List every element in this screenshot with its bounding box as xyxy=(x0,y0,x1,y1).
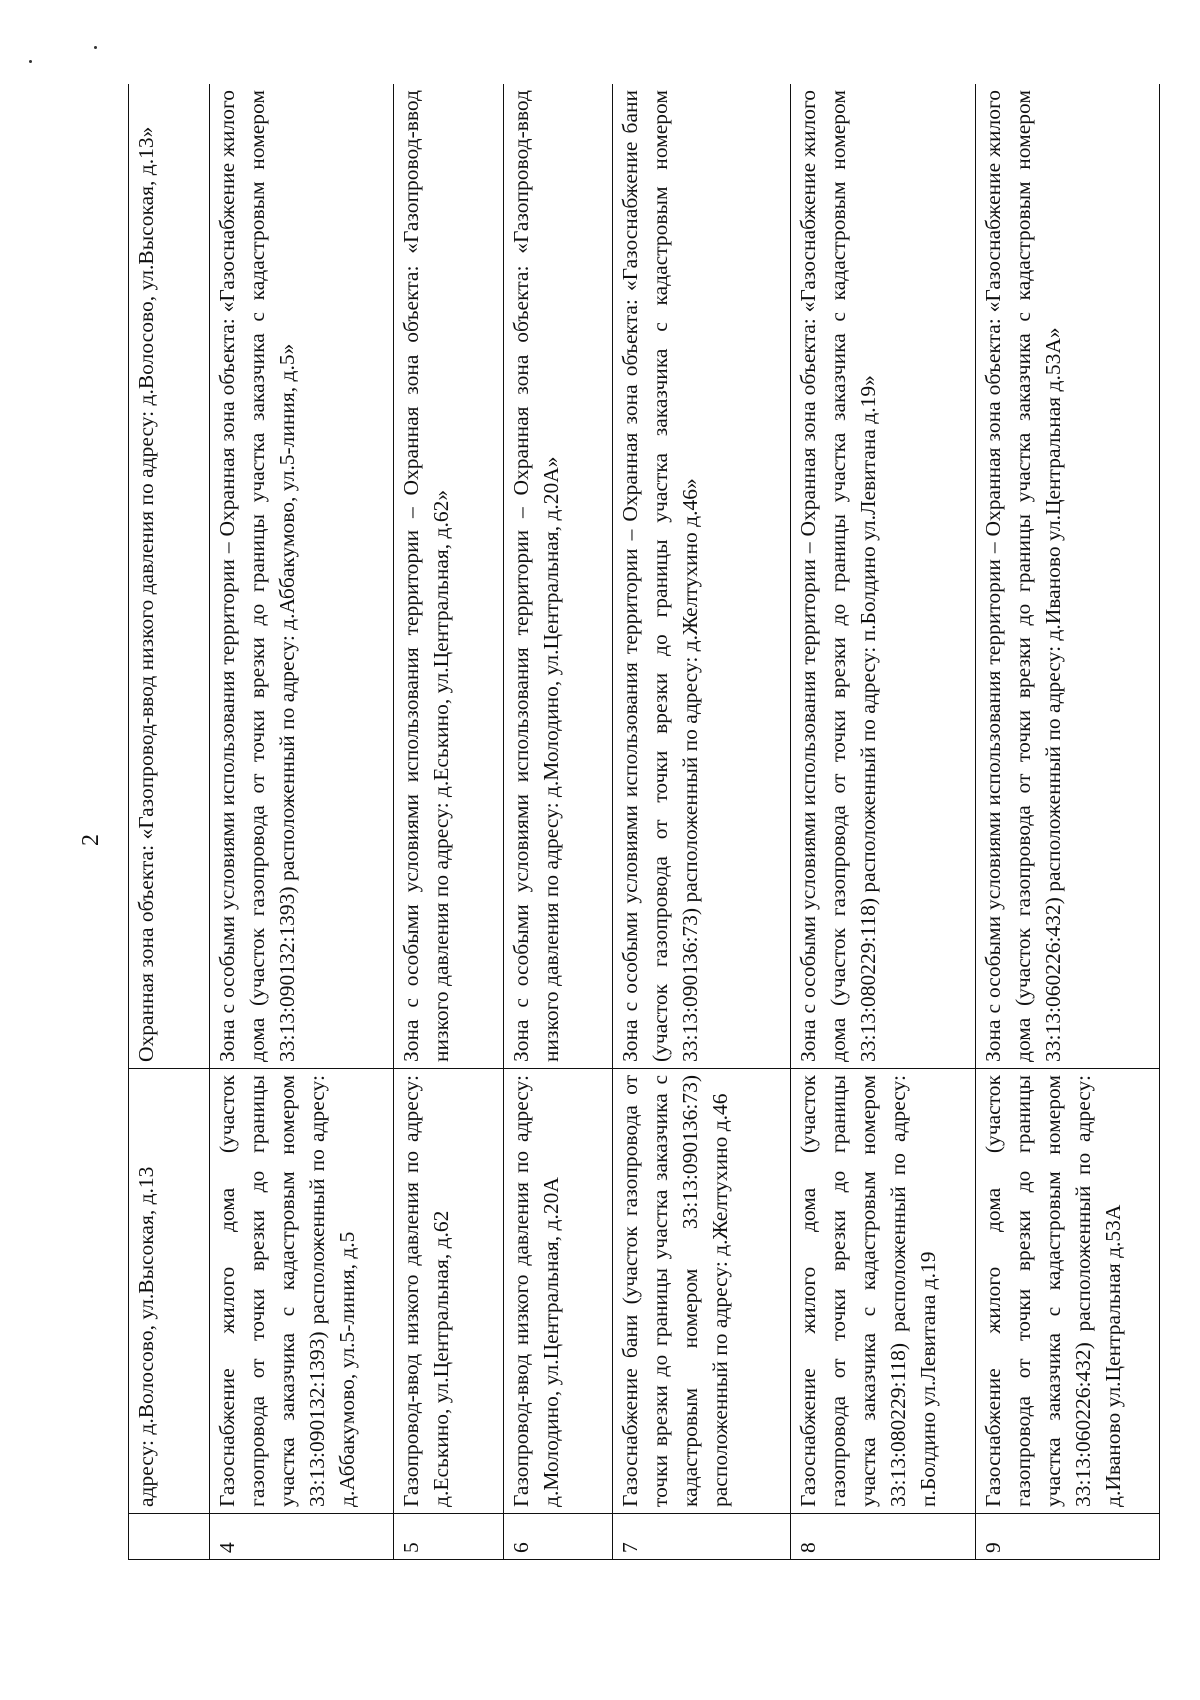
row-number: 8 xyxy=(791,1514,975,1560)
row-number: 6 xyxy=(503,1514,612,1560)
row-number: 7 xyxy=(612,1514,790,1560)
table-row xyxy=(129,84,210,1560)
table-row xyxy=(612,84,790,1560)
rotated-page-region xyxy=(128,84,1160,1560)
zone-description-cell: Зона с особыми условиями использования территории – Охранная зона объекта: «Газопровод-ввод низкого давления по адресу: д.Еськино, ул.Центральная, д.62» xyxy=(394,84,503,1069)
zone-description-cell: Зона с особыми условиями использования территории – Охранная зона объекта: «Газоснабжение жилого дома (участок газопровода от точки врезки до границы участка заказчика с кадастровым номером 33:13:080229:118) расположенный по адресу: п.Болдино ул.Левитана д.19» xyxy=(791,84,975,1069)
row-number: 4 xyxy=(209,1514,393,1560)
object-name-cell: адресу: д.Волосово, ул.Высокая, д.13 xyxy=(129,1069,210,1514)
table-row xyxy=(791,84,975,1560)
object-name-cell: Газоснабжение бани (участок газопровода от точки врезки до границы участка заказчика с кадастровым номером 33:13:090136:73) расположенный по адресу: д.Желтухино д.46 xyxy=(612,1069,790,1514)
object-name-cell: Газоснабжение жилого дома (участок газопровода от точки врезки до границы участка заказчика с кадастровым номером 33:13:090132:1393) расположенный по адресу: д.Аббакумово, ул.5-линия, д.5 xyxy=(209,1069,393,1514)
zone-description-cell: Зона с особыми условиями использования территории – Охранная зона объекта: «Газопровод-ввод низкого давления по адресу: д.Молодино, ул.Центральная, д.20А» xyxy=(503,84,612,1069)
page-number: 2 xyxy=(78,834,104,846)
object-name-cell: Газопровод-ввод низкого давления по адресу: д.Еськино, ул.Центральная, д.62 xyxy=(394,1069,503,1514)
objects-table xyxy=(128,84,1160,1560)
table-row xyxy=(503,84,612,1560)
zone-description-cell: Зона с особыми условиями использования территории – Охранная зона объекта: «Газоснабжение жилого дома (участок газопровода от точки врезки до границы участка заказчика с кадастровым номером 33:13:060226:432) расположенный по адресу: д.Иваново ул.Центральная д.53А» xyxy=(975,84,1159,1069)
object-name-cell: Газопровод-ввод низкого давления по адресу: д.Молодино, ул.Центральная, д.20А xyxy=(503,1069,612,1514)
scan-speck xyxy=(29,60,32,63)
table-row xyxy=(975,84,1159,1560)
zone-description-cell: Зона с особыми условиями использования территории – Охранная зона объекта: «Газоснабжение бани (участок газопровода от точки врезки до границы участка заказчика с кадастровым номером 33:13:090136:73) расположенный по адресу: д.Желтухино д.46» xyxy=(612,84,790,1069)
table-row xyxy=(394,84,503,1560)
table-row xyxy=(209,84,393,1560)
object-name-cell: Газоснабжение жилого дома (участок газопровода от точки врезки до границы участка заказчика с кадастровым номером 33:13:080229:118) расположенный по адресу: п.Болдино ул.Левитана д.19 xyxy=(791,1069,975,1514)
row-number: 9 xyxy=(975,1514,1159,1560)
object-name-cell: Газоснабжение жилого дома (участок газопровода от точки врезки до границы участка заказчика с кадастровым номером 33:13:060226:432) расположенный по адресу: д.Иваново ул.Центральная д.53А xyxy=(975,1069,1159,1514)
zone-description-cell: Зона с особыми условиями использования территории – Охранная зона объекта: «Газоснабжение жилого дома (участок газопровода от точки врезки до границы участка заказчика с кадастровым номером 33:13:090132:1393) расположенный по адресу: д.Аббакумово, ул.5-линия, д.5» xyxy=(209,84,393,1069)
scan-speck xyxy=(94,46,97,49)
rotated-table-container xyxy=(128,84,1160,1560)
zone-description-cell: Охранная зона объекта: «Газопровод-ввод низкого давления по адресу: д.Волосово, ул.Высокая, д.13» xyxy=(129,84,210,1069)
row-number: 5 xyxy=(394,1514,503,1560)
row-number xyxy=(129,1514,210,1560)
